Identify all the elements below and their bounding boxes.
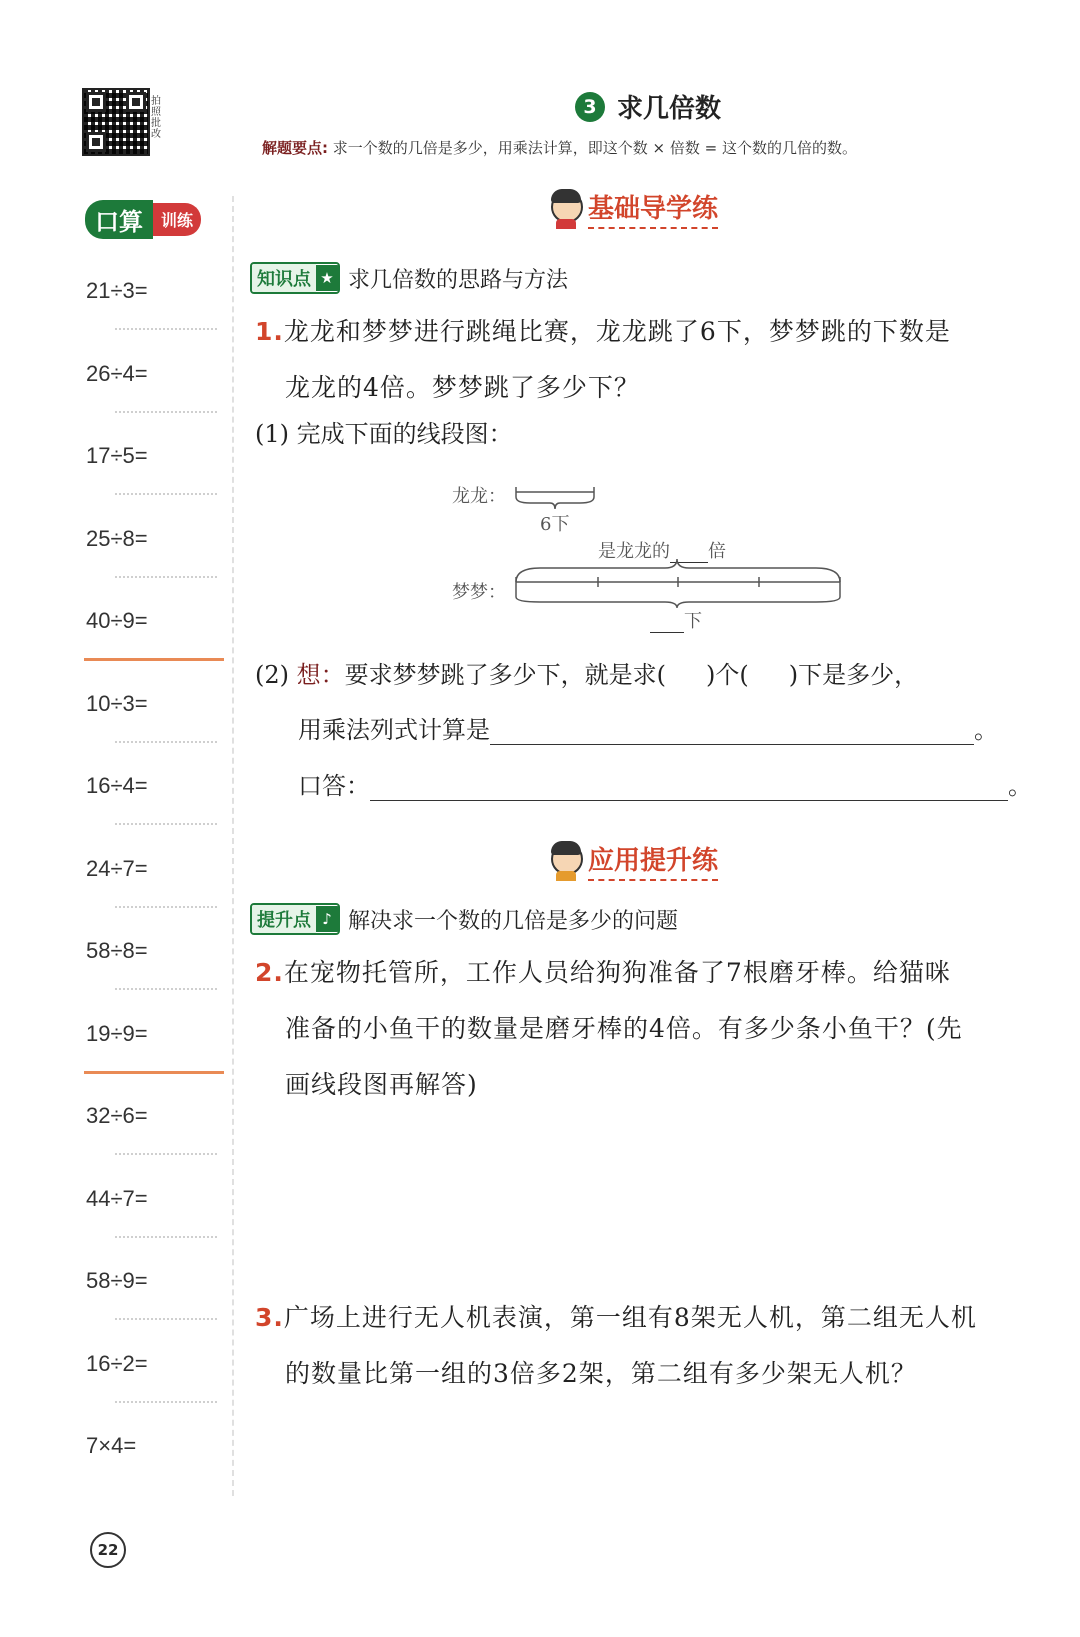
think-text-a: 要求梦梦跳了多少下，就是求( bbox=[344, 661, 667, 689]
question-number: 1. bbox=[255, 317, 284, 346]
improvement-text: 解决求一个数的几倍是多少的问题 bbox=[348, 908, 679, 934]
oral-answer-line[interactable] bbox=[370, 774, 1008, 801]
banner-label: 基础导学练 bbox=[588, 188, 718, 229]
item-divider bbox=[115, 741, 217, 743]
arrow-icon: ♪ bbox=[316, 906, 338, 932]
q1-part2-prefix: (2) bbox=[255, 661, 289, 689]
oral-calc-item: 44÷7= bbox=[86, 1185, 148, 1211]
oral-main-label: 口算 bbox=[85, 200, 153, 239]
line-segment-diagram bbox=[0, 0, 1080, 700]
banner-label: 应用提升练 bbox=[588, 840, 718, 881]
oral-calc-item: 16÷2= bbox=[86, 1350, 148, 1376]
question-3-line1: 广场上进行无人机表演，第一组有8架无人机，第二组无人机 bbox=[283, 1303, 977, 1332]
formula-end: 。 bbox=[974, 716, 998, 744]
q2-answer-area[interactable] bbox=[280, 1120, 1040, 1280]
key-points-text: 求一个数的几倍是多少，用乘法计算，即这个数 × 倍数 = 这个数的几倍的数。 bbox=[332, 139, 857, 157]
oral-calc-item: 58÷9= bbox=[86, 1268, 148, 1293]
question-1-line1: 龙龙和梦梦进行跳绳比赛，龙龙跳了6下，梦梦跳的下数是 bbox=[283, 317, 951, 346]
diagram-times-suffix: 倍 bbox=[708, 541, 726, 562]
oral-answer-label: 口答： bbox=[298, 772, 370, 800]
question-number: 3. bbox=[255, 1303, 284, 1332]
formula-answer-line[interactable] bbox=[490, 718, 974, 745]
think-text-b: )个( bbox=[706, 661, 749, 689]
item-divider bbox=[115, 823, 217, 825]
question-3 bbox=[255, 1290, 977, 1402]
diagram-six-label: 6下 bbox=[540, 514, 570, 535]
oral-answer-end: 。 bbox=[1008, 772, 1032, 800]
oral-calc-item: 58÷8= bbox=[86, 938, 148, 963]
page-title: 求几倍数 bbox=[617, 94, 722, 124]
oral-calc-item: 24÷7= bbox=[86, 855, 148, 881]
question-3-line2: 的数量比第一组的3倍多2架，第二组有多少架无人机？ bbox=[285, 1359, 917, 1388]
diagram-mengmeng-label: 梦梦： bbox=[452, 582, 506, 603]
item-divider bbox=[115, 906, 217, 908]
question-2 bbox=[255, 945, 963, 1113]
group-divider bbox=[84, 1071, 224, 1074]
oral-calc-item: 32÷6= bbox=[86, 1103, 148, 1128]
page-number: 22 bbox=[90, 1532, 126, 1568]
oral-calc-item: 10÷3= bbox=[86, 690, 148, 716]
item-divider bbox=[115, 1236, 217, 1238]
question-number: 2. bbox=[255, 958, 284, 987]
q1-part1: (1) 完成下面的线段图： bbox=[255, 420, 513, 448]
q3-answer-area[interactable] bbox=[280, 1410, 1040, 1590]
question-2-line2: 准备的小鱼干的数量是磨牙棒的4倍。有多少条小鱼干？(先 bbox=[285, 1014, 963, 1043]
boy-face-icon bbox=[548, 841, 582, 881]
item-divider bbox=[115, 1401, 217, 1403]
qr-label: 拍照批改 bbox=[151, 96, 161, 140]
oral-answer-row bbox=[298, 766, 1032, 801]
oral-calc-item: 19÷9= bbox=[86, 1020, 148, 1046]
q1-part2 bbox=[255, 655, 918, 695]
tag-label: 知识点 bbox=[252, 264, 316, 292]
question-2-line1: 在宠物托管所，工作人员给狗狗准备了7根磨牙棒。给猫咪 bbox=[283, 958, 951, 987]
banner-application-practice bbox=[548, 840, 718, 881]
oral-calc-item: 40÷9= bbox=[86, 608, 148, 633]
oral-sub-label: 训练 bbox=[153, 203, 201, 236]
tag-label: 提升点 bbox=[252, 905, 316, 933]
formula-row bbox=[298, 710, 998, 745]
oral-calc-item: 26÷4= bbox=[86, 360, 148, 386]
item-divider bbox=[115, 1318, 217, 1320]
oral-calc-item: 21÷3= bbox=[86, 278, 148, 303]
oral-calc-item: 16÷4= bbox=[86, 773, 148, 798]
knowledge-text: 求几倍数的思路与方法 bbox=[348, 267, 569, 293]
mengmeng-segment bbox=[516, 559, 840, 608]
think-text-c: )下是多少， bbox=[788, 661, 919, 689]
diagram-longlong-label: 龙龙： bbox=[452, 486, 506, 507]
item-divider bbox=[115, 1153, 217, 1155]
star-icon: ★ bbox=[316, 265, 338, 291]
longlong-segment bbox=[516, 487, 594, 509]
think-label: 想： bbox=[296, 661, 345, 689]
question-1-line2: 龙龙的4倍。梦梦跳了多少下？ bbox=[285, 373, 640, 402]
diagram-times-prefix: 是龙龙的 bbox=[598, 541, 670, 562]
diagram-xia-text: 下 bbox=[684, 611, 702, 632]
oral-calc-item: 17÷5= bbox=[86, 443, 148, 468]
formula-label: 用乘法列式计算是 bbox=[298, 716, 490, 744]
oral-calc-item: 25÷8= bbox=[86, 525, 148, 551]
section-number: 3 bbox=[575, 92, 605, 122]
question-2-line3: 画线段图再解答) bbox=[285, 1070, 478, 1099]
improvement-point bbox=[250, 903, 678, 935]
improvement-tag bbox=[250, 903, 340, 935]
key-points-label: 解题要点: bbox=[262, 139, 328, 157]
oral-calc-item: 7×4= bbox=[86, 1433, 137, 1458]
item-divider bbox=[115, 988, 217, 990]
